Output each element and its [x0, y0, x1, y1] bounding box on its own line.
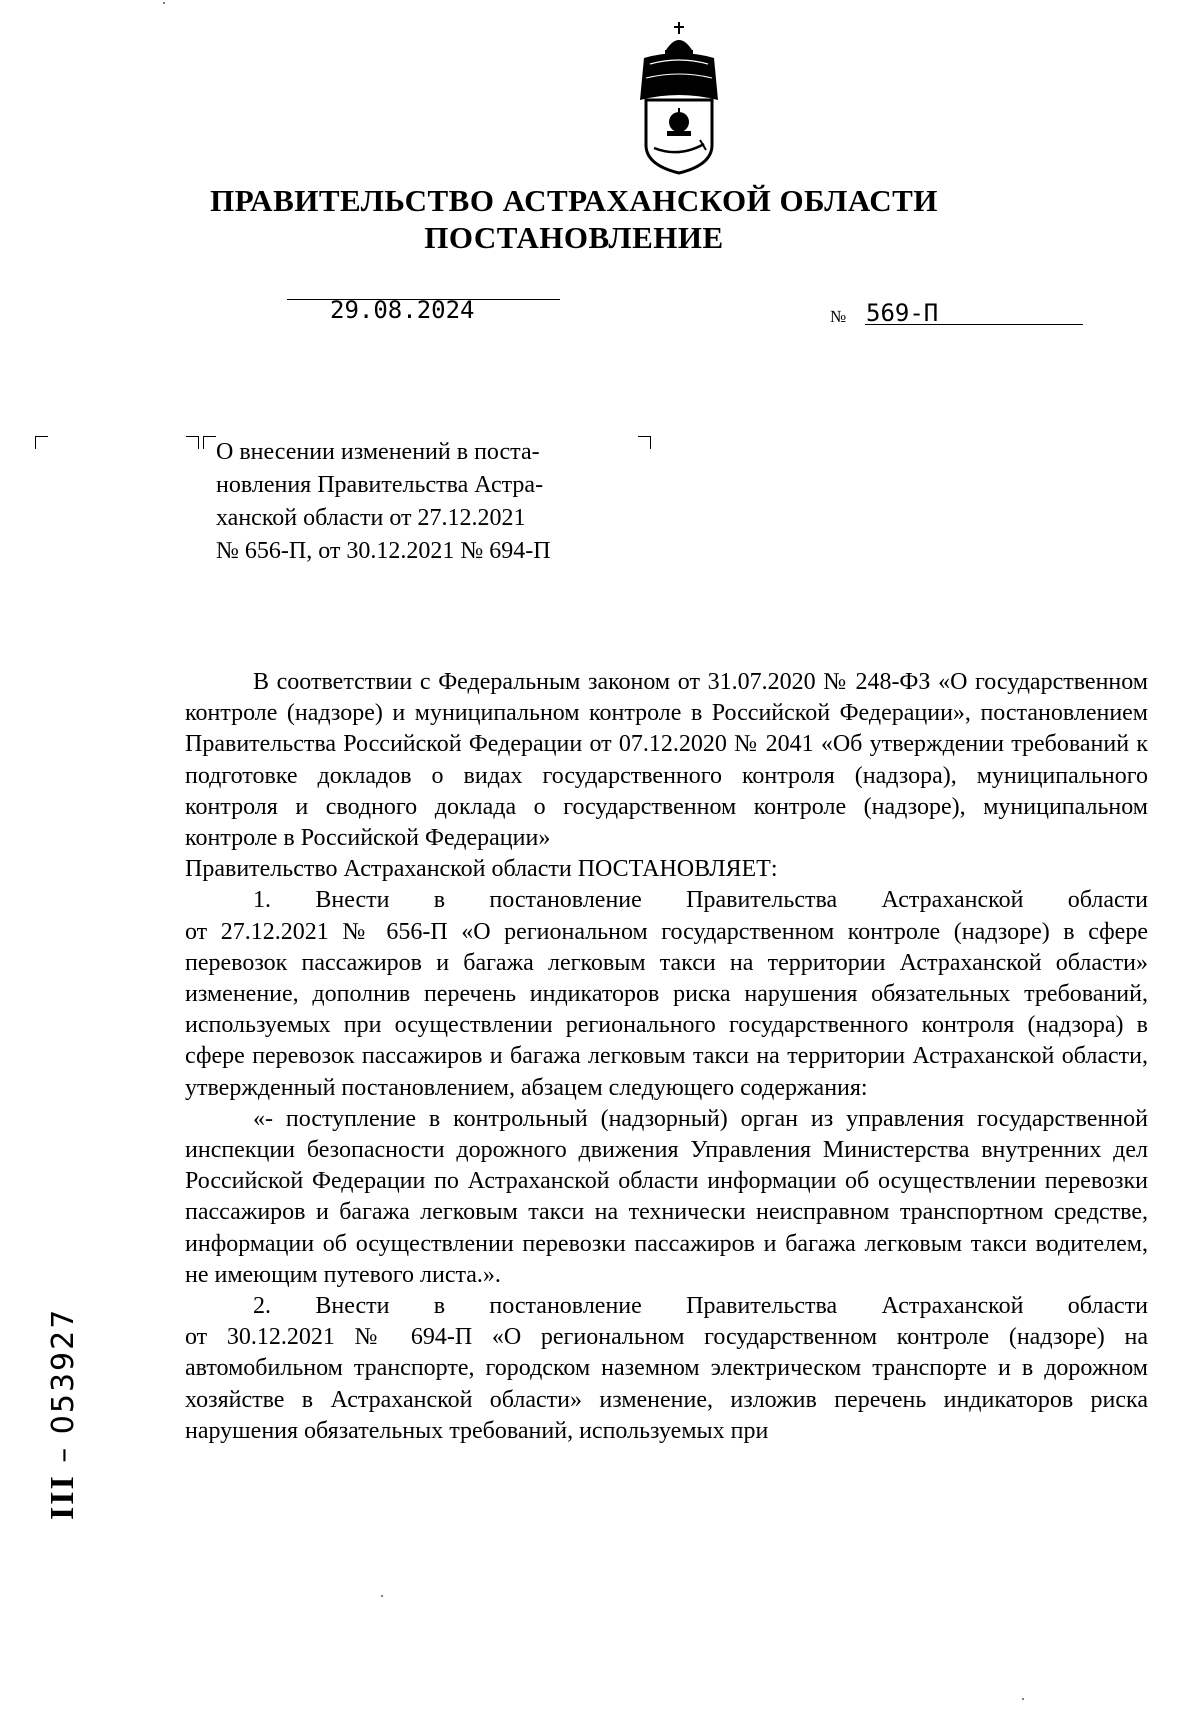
- number-sign: №: [830, 307, 847, 326]
- preamble-paragraph: В соответствии с Федеральным законом от 31.07.2020 № 248-ФЗ «О государственном контроле (надзоре) и муниципальном контроле в Российской Федерации», постановлением Правительства Российской Федерации от 07.12.2020 № 2041 «Об утверждении требований к подготовке докладов о видах государственного контроля (надзора), муниципального контроля и сводного доклада о государственном контроле (надзоре), муниципальном контроле в Российской Федерации»: [185, 669, 1148, 852]
- document-number: 569-П: [866, 299, 939, 327]
- subject-corner-mark-left-a: [186, 436, 199, 449]
- item-1-first-line: 1. Внести в постановление Правительства Астраханской области: [253, 887, 1148, 914]
- subject-line: № 656-П, от 30.12.2021 № 694-П: [216, 538, 551, 564]
- date-underline: [287, 299, 560, 300]
- document-date: 29.08.2024: [330, 296, 475, 324]
- serial-prefix: III: [44, 1474, 81, 1520]
- item-1-paragraph: от 27.12.2021 № 656-П «О региональном государственном контроле (надзоре) в сфере перевозок пассажиров и багажа легковым такси на территории Астраханской области» изменение, дополнив перечень индикаторов риска нарушения обязательных требований, используемых при осуществлении регионального государственного контроля (надзора) в сфере перевозок пассажиров и багажа легковым такси на территории Астраханской области, утвержденный постановлением, абзацем следующего содержания:: [185, 918, 1148, 1101]
- number-underline: [865, 324, 1083, 325]
- scan-speck: [381, 1595, 383, 1597]
- item-2-paragraph: от 30.12.2021 № 694-П «О региональном государственном контроле (надзоре) на автомобильном транспорте, городском наземном электрическом транспорте и в дорожном хозяйстве в Астраханской области» изменение, изложив перечень индикаторов риска нарушения обязательных требований, используемых при: [185, 1324, 1148, 1444]
- subject-corner-mark-left-b: [203, 436, 216, 449]
- left-margin-corner-mark: [35, 436, 48, 449]
- document-subject: [216, 436, 634, 568]
- side-serial-stamp: [44, 1270, 84, 1520]
- serial-number: – 053927: [46, 1307, 81, 1463]
- scan-speck: [163, 2, 165, 4]
- subject-line: ханской области от 27.12.2021: [216, 505, 526, 531]
- organization-title: ПРАВИТЕЛЬСТВО АСТРАХАНСКОЙ ОБЛАСТИ: [210, 183, 938, 218]
- astrakhan-coat-of-arms-icon: [636, 20, 722, 175]
- document-type-title: ПОСТАНОВЛЕНИЕ: [424, 220, 724, 255]
- document-body: [185, 667, 1148, 1447]
- subject-corner-mark-right: [638, 436, 651, 449]
- quoted-paragraph: «- поступление в контрольный (надзорный) орган из управления государственной инспекции безопасности дорожного движения Управления Министерства внутренних дел Российской Федерации по Астраханской области информации об осуществлении перевозки пассажиров и багажа легковым такси на технически неисправном транспортном средстве, информации об осуществлении перевозки пассажиров и багажа легковым такси водителем, не имеющим путевого листа.».: [185, 1105, 1148, 1288]
- subject-line: новления Правительства Астра-: [216, 472, 544, 498]
- scan-speck: [1022, 1698, 1024, 1700]
- resolves-line: Правительство Астраханской области ПОСТАНОВЛЯЕТ:: [185, 856, 778, 883]
- item-2-first-line: 2. Внести в постановление Правительства Астраханской области: [253, 1293, 1148, 1320]
- subject-line: О внесении изменений в поста-: [216, 439, 540, 465]
